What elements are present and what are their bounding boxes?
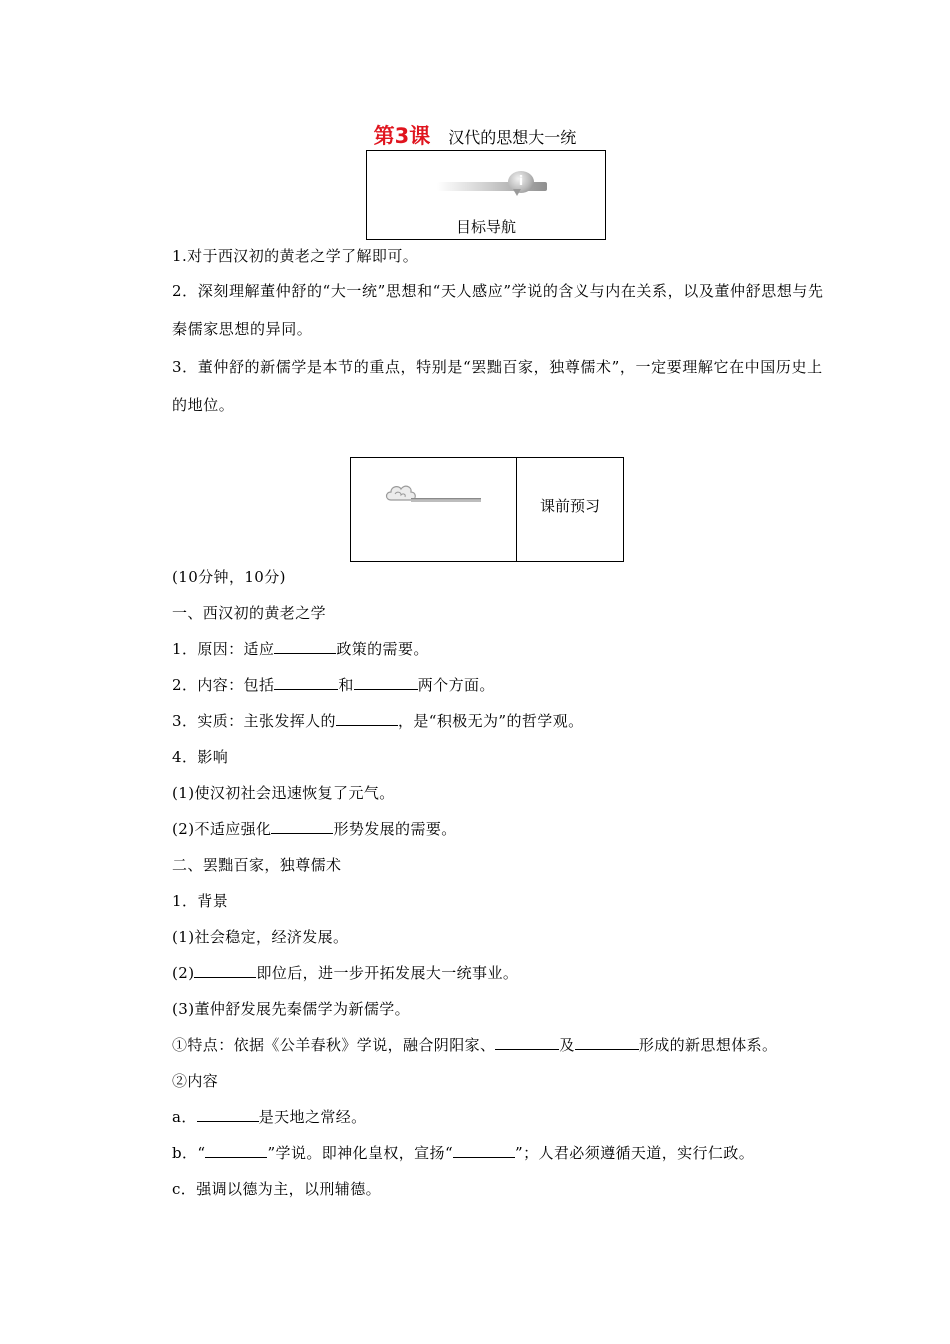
text: ”学说。即神化皇权，宣扬“ (267, 1144, 454, 1162)
goal-item-3 (172, 348, 838, 424)
lesson-title (0, 124, 950, 150)
text: 形成的新思想体系。 (638, 1036, 778, 1054)
section1-heading: 一、西汉初的黄老之学 (172, 604, 327, 622)
text: 3．实质：主张发挥人的 (172, 712, 336, 730)
text: 两个方面。 (417, 676, 495, 694)
text: 是天地之常经。 (258, 1108, 367, 1126)
fill-blank[interactable] (495, 1035, 559, 1050)
text: (2) (172, 964, 195, 982)
lesson-name: 汉代的思想大一统 (448, 128, 577, 147)
section2-line-3 (172, 963, 518, 983)
section1-line-5: (1)使汉初社会迅速恢复了元气。 (172, 784, 395, 802)
goal-item-2 (172, 272, 838, 348)
goal-item-1: 1.对于西汉初的黄老之学了解即可。 (172, 247, 419, 265)
fill-blank[interactable] (205, 1143, 267, 1158)
text: ①特点：依据《公羊春秋》学说，融合阴阳家、 (172, 1036, 496, 1054)
section2-line-6: ②内容 (172, 1072, 219, 1090)
cloud-scroll-icon (381, 480, 481, 512)
section2-line-2: (1)社会稳定，经济发展。 (172, 928, 349, 946)
section2-heading: 二、罢黜百家，独尊儒术 (172, 856, 342, 874)
fill-blank[interactable] (575, 1035, 639, 1050)
section1-line-3 (172, 711, 584, 731)
lesson-number: 第3课 (373, 124, 431, 148)
section1-line-1 (172, 639, 429, 659)
text: 及 (559, 1036, 575, 1054)
goal-item-3-text: 3．董仲舒的新儒学是本节的重点，特别是“罢黜百家，独尊儒术”，一定要理解它在中国历史上的地位。 (172, 358, 823, 414)
section2-line-1: 1．背景 (172, 892, 229, 910)
text: 2．内容：包括 (172, 676, 275, 694)
section1-line-4: 4．影响 (172, 748, 229, 766)
fill-blank[interactable] (194, 963, 256, 978)
section2-line-5 (172, 1035, 777, 1055)
text: ”；人君必须遵循天道，实行仁政。 (515, 1144, 755, 1162)
preview-meta: (10分钟，10分) (172, 568, 286, 586)
text: 即位后，进一步开拓发展大一统事业。 (256, 964, 519, 982)
fill-blank[interactable] (336, 711, 398, 726)
fill-blank[interactable] (354, 675, 418, 690)
fill-blank[interactable] (274, 675, 338, 690)
text: 和 (338, 676, 354, 694)
section2-line-8 (172, 1143, 754, 1163)
text: ，是“积极无为”的哲学观。 (397, 712, 584, 730)
section1-line-2 (172, 675, 495, 695)
fill-blank[interactable] (197, 1107, 259, 1122)
text: 形势发展的需要。 (333, 820, 457, 838)
section2-line-7 (172, 1107, 367, 1127)
goals-banner-label: 目标导航 (455, 218, 516, 236)
text: 1．原因：适应 (172, 640, 275, 658)
fill-blank[interactable] (274, 639, 336, 654)
text: a． (172, 1108, 197, 1126)
fill-blank[interactable] (271, 819, 333, 834)
preview-banner (350, 457, 624, 562)
goal-item-2-text: 2．深刻理解董仲舒的“大一统”思想和“天人感应”学说的含义与内在关系，以及董仲舒思想与先秦儒家思想的异同。 (172, 282, 824, 338)
section2-line-4: (3)董仲舒发展先秦儒学为新儒学。 (172, 1000, 411, 1018)
section1-line-6 (172, 819, 457, 839)
fill-blank[interactable] (453, 1143, 515, 1158)
text: b．“ (172, 1144, 206, 1162)
text: 政策的需要。 (336, 640, 429, 658)
section2-line-9: c．强调以德为主，以刑辅德。 (172, 1180, 382, 1198)
info-bubble-icon: i (508, 171, 534, 193)
preview-banner-label: 课前预习 (539, 497, 600, 515)
text: (2)不适应强化 (172, 820, 272, 838)
goals-banner (366, 150, 606, 240)
